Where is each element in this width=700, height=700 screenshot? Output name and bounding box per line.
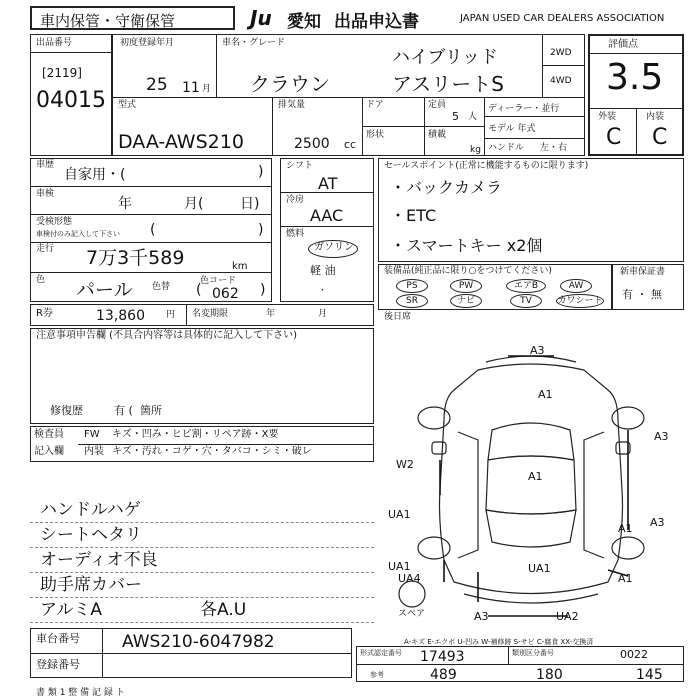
displacement-unit: cc: [344, 138, 357, 151]
drive-2wd: 2WD: [550, 48, 572, 58]
diagram-label-9: A1: [528, 470, 543, 483]
color-change-label: 色替: [152, 282, 171, 292]
diagram-label-10: UA4: [398, 572, 421, 585]
inspection-day-unit: 日): [240, 196, 260, 212]
cert-label: 形式認定番号: [360, 649, 402, 657]
shape-label: 形状: [366, 130, 385, 140]
fw-label: FW: [84, 429, 100, 440]
remark-1: ハンドルハゲ: [40, 500, 141, 520]
class-label: 類別区分番号: [512, 649, 554, 657]
fuel-option3: ・: [318, 286, 328, 296]
model-label: 型式: [118, 100, 137, 110]
lot-label: 出品番号: [36, 38, 73, 48]
color-label: 色: [36, 275, 46, 285]
diagram-label-1: A3: [530, 344, 545, 357]
wheel-rear-right: [612, 537, 644, 559]
storage-label: 車内保管・守衛保管: [40, 12, 176, 30]
receipt-label: 受検形態: [36, 217, 73, 227]
remark-6: 各A.U: [200, 600, 247, 620]
diagram-label-6: A1: [618, 522, 633, 535]
lot-number: 04015: [36, 88, 106, 113]
vehicle-grade2: アスリートS: [392, 72, 504, 96]
vehicle-grade: ハイブリッド: [392, 47, 499, 68]
remark-3: オーディオ不良: [40, 550, 158, 570]
equipment-tv: TV: [510, 294, 542, 308]
receipt-open: (: [150, 222, 156, 238]
warranty-label: 新車保証書: [620, 267, 666, 277]
selling-points-label: セールスポイント(正常に機能するものに限ります): [384, 161, 589, 171]
handle-label: ハンドル: [488, 143, 525, 153]
logo-text: 愛知: [287, 12, 321, 32]
door-label: ドア: [366, 100, 384, 110]
shift-label: シフト: [286, 161, 314, 171]
shift-value: AT: [318, 174, 338, 193]
chassis-label: 車台番号: [36, 632, 80, 645]
mileage-unit: km: [232, 261, 248, 272]
deadline-year: 年: [266, 309, 276, 319]
equipment-ps: PS: [396, 279, 428, 293]
logo-mark: Ju: [250, 6, 272, 30]
chassis-value: AWS210-6047982: [122, 632, 275, 652]
fuel-label: 燃料: [286, 229, 305, 239]
car-windshield: [488, 423, 574, 460]
car-rear-window: [486, 510, 576, 547]
equipment-airbag: エアB: [506, 279, 546, 293]
vehicle-name-label: 車名・グレード: [222, 38, 286, 48]
equipment-pw: PW: [450, 279, 482, 293]
diagram-label-2: A1: [538, 388, 553, 401]
diagram-label-13: A3: [474, 610, 489, 623]
repair-place: 箇所: [140, 404, 162, 417]
warranty-options: 有 ・ 無: [622, 288, 662, 301]
score-label: 評価点: [608, 39, 638, 50]
displacement-value: 2500: [294, 136, 330, 152]
ac-value: AAC: [310, 206, 344, 225]
car-rear-bumper: [464, 594, 598, 603]
selling-point-1: ・バックカメラ: [390, 178, 503, 197]
load-unit: kg: [470, 145, 481, 155]
form-title-en: JAPAN USED CAR DEALERS ASSOCIATION: [460, 13, 665, 24]
dealer-label: ディーラー・並行: [488, 104, 560, 114]
form-title: 出品申込書: [334, 12, 419, 32]
width-value: 180: [536, 667, 563, 683]
color-code-close: ): [260, 282, 266, 298]
registration-month-unit: 月: [202, 84, 212, 94]
car-left-mirror: [432, 442, 446, 454]
diagram-label-3: A3: [654, 430, 669, 443]
vehicle-name: クラウン: [250, 72, 330, 96]
registration-year: 25: [146, 75, 168, 95]
mileage-value: 7万3千589: [86, 247, 185, 269]
diagram-label-5: UA1: [388, 508, 411, 521]
remark-4: 助手席カバー: [40, 575, 142, 595]
history-label: 車歴: [36, 160, 55, 170]
car-damage-diagram: [378, 320, 684, 640]
storage-label-box: [30, 6, 235, 30]
inspection-year-unit: 年: [118, 196, 132, 212]
notes-label: 注意事項申告欄 (不具合内容等は具体的に記入して下さい): [36, 330, 297, 341]
registration-month: 11: [182, 80, 200, 96]
seat-label: 後日席: [384, 312, 412, 322]
equipment-aw: AW: [560, 279, 592, 293]
remark-5: アルミA: [40, 600, 102, 620]
registration-label: 初度登録年月: [120, 38, 175, 48]
equipment-leather: カワシート: [557, 296, 603, 306]
inspection-label: 車検: [36, 189, 55, 199]
diagram-label-7: UA1: [388, 560, 411, 573]
fuel-value: ガソリン: [314, 242, 354, 253]
legend: A-キズ E-エクボ U-凹み W-補修跡 S-サビ C-腐食 XX-交換済: [404, 638, 594, 646]
fw-items: キズ・凹み・ヒビ割・リペア跡・X要: [112, 429, 279, 440]
interior-score: C: [652, 125, 668, 150]
capacity-label: 定員: [428, 100, 447, 110]
diagram-label-14: UA2: [556, 610, 579, 623]
exterior-score: C: [606, 125, 622, 150]
footer-text: 書 類 1 整 備 記 録 ト: [36, 688, 125, 698]
model-value: DAA-AWS210: [118, 131, 244, 153]
diagram-label-15: スペア: [398, 609, 426, 619]
model-year-label: モデル 年式: [488, 124, 536, 134]
drive-4wd: 4WD: [550, 76, 572, 86]
entry-label: 記入欄: [34, 446, 64, 457]
color-code-label: 色コード: [200, 276, 237, 286]
repair-value: 有 (: [114, 404, 133, 417]
capacity-unit: 人: [468, 112, 478, 122]
receipt-close: ): [258, 222, 264, 238]
inspector-label: 検査員: [34, 429, 64, 440]
recycle-value: 13,860: [96, 308, 145, 324]
color-code-open: (: [196, 282, 202, 298]
logo: [250, 6, 290, 30]
displacement-label: 排気量: [278, 100, 306, 110]
color-code: 062: [212, 286, 239, 302]
length-value: 489: [430, 667, 457, 683]
remark-2: シートヘタリ: [40, 525, 142, 545]
selling-point-2: ・ETC: [390, 206, 437, 225]
interior-items: キズ・汚れ・コゲ・穴・タバコ・シミ・破レ: [112, 446, 312, 457]
deadline-month: 月: [318, 309, 328, 319]
equipment-sr: SR: [396, 294, 428, 308]
height-value: 145: [636, 667, 663, 683]
diagram-label-11: UA1: [528, 562, 551, 575]
exterior-label: 外装: [598, 112, 617, 122]
diagram-label-12: A1: [618, 572, 633, 585]
class-value: 0022: [620, 648, 648, 661]
wheel-rear-left: [418, 537, 450, 559]
fuel-option2: 軽 油: [310, 264, 336, 277]
car-right-doors: [584, 432, 604, 558]
car-roof: [486, 456, 576, 514]
equipment-label: 装備品(純正品に限り○をつけてください): [384, 266, 552, 276]
color-value: パール: [76, 279, 133, 301]
handle-options: 左・右: [540, 143, 568, 153]
car-left-doors: [458, 432, 478, 558]
recycle-unit: 円: [166, 310, 176, 320]
inspection-month-unit: 月(: [184, 196, 204, 212]
wheel-front-right: [612, 407, 644, 429]
interior-check-label: 内装: [84, 446, 104, 457]
recycle-label: R券: [36, 308, 53, 319]
interior-label: 内装: [646, 112, 665, 122]
ref-label: 参考: [370, 671, 384, 679]
capacity-value: 5: [452, 110, 459, 123]
repair-label: 修復歴: [50, 404, 83, 417]
score-value: 3.5: [606, 57, 664, 98]
history-close: ): [258, 164, 264, 180]
selling-point-3: ・スマートキー x2個: [390, 236, 543, 255]
wheel-front-left: [418, 407, 450, 429]
deadline-label: 名変期限: [192, 309, 229, 319]
ac-label: 冷房: [286, 195, 305, 205]
mileage-label: 走行: [36, 244, 55, 254]
receipt-note: 車検付のみ記入して下さい: [36, 230, 120, 238]
equipment-navi: ナビ: [450, 294, 482, 308]
diagram-label-4: W2: [396, 458, 414, 471]
diagram-label-8: A3: [650, 516, 665, 529]
lot-sub-number: [2119]: [42, 66, 82, 80]
cert-value: 17493: [420, 649, 465, 665]
reg-number-label: 登録番号: [36, 658, 80, 671]
load-label: 積載: [428, 130, 447, 140]
history-value: 自家用・(: [64, 167, 126, 183]
